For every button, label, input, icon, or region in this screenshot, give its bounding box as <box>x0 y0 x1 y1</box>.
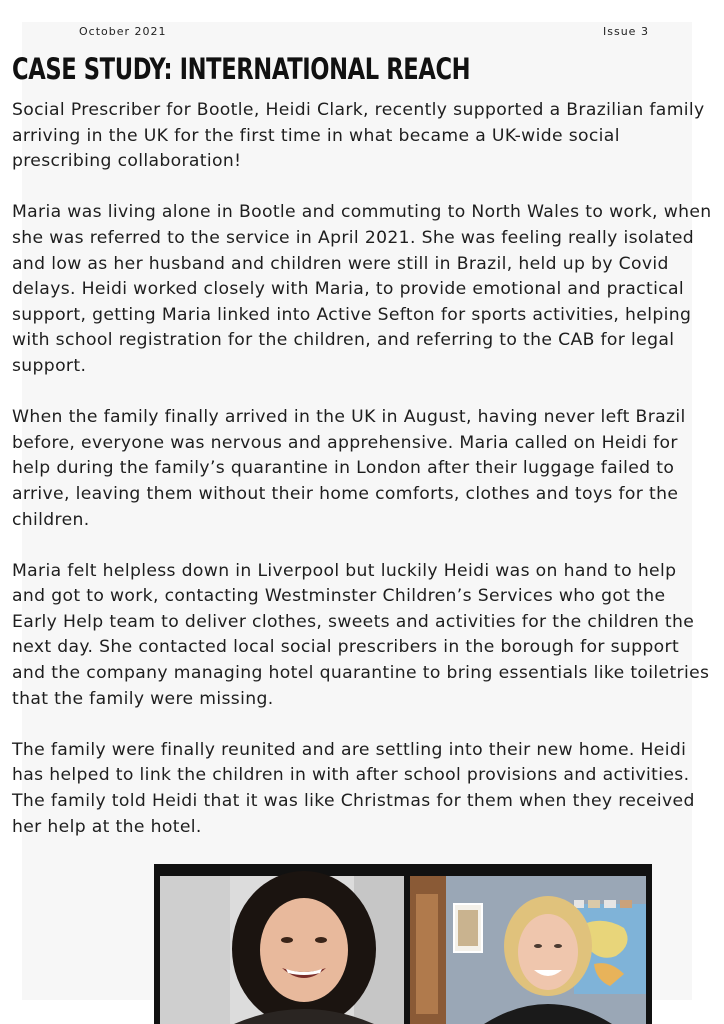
video-tile-left <box>160 871 404 1024</box>
issue-number: Issue 3 <box>603 25 649 38</box>
newsletter-date: October 2021 <box>79 25 167 38</box>
paragraph-intro: Social Prescriber for Bootle, Heidi Clark, recently supported a Brazilian family arriving in the UK for the first time in what became a UK-wide social prescribing collaboration! <box>12 100 705 172</box>
paragraph-reunited: The family were finally reunited and are settling into their new home. Heidi has helped to link the children in with after school provisions and activities. The family told Heidi that it was like Christmas for them when they received her help at the hotel. <box>12 739 695 837</box>
video-call-photo <box>154 864 652 1024</box>
video-tile-right <box>410 876 646 1024</box>
paragraph-support: Maria felt helpless down in Liverpool but luckily Heidi was on hand to help and got to work, contacting Westminster Children’s Services who got the Early Help team to deliver clothes, sweets and activities for the children the next day. She contacted local social prescribers in the borough for support and the company managing hotel quarantine to bring essentials like toiletries that the family were missing. <box>12 560 710 709</box>
paragraph-arrival: When the family finally arrived in the UK in August, having never left Brazil before, everyone was nervous and apprehensive. Maria called on Heidi for help during the family’s quarantine in London after their luggage failed to arrive, leaving them without their home comforts, clothes and toys for the children. <box>12 407 686 530</box>
paragraph-referral: Maria was living alone in Bootle and commuting to North Wales to work, when she was referred to the service in April 2021. She was feeling really isolated and low as her husband and children were still in Brazil, held up by Covid delays. Heidi worked closely with Maria, to provide emotional and practical support, getting Maria linked into Active Sefton for sports activities, helping with school registration for the children, and referring to the CAB for legal support. <box>12 202 712 376</box>
article-title: CASE STUDY: INTERNATIONAL REACH <box>12 52 471 86</box>
article-body <box>12 98 712 866</box>
